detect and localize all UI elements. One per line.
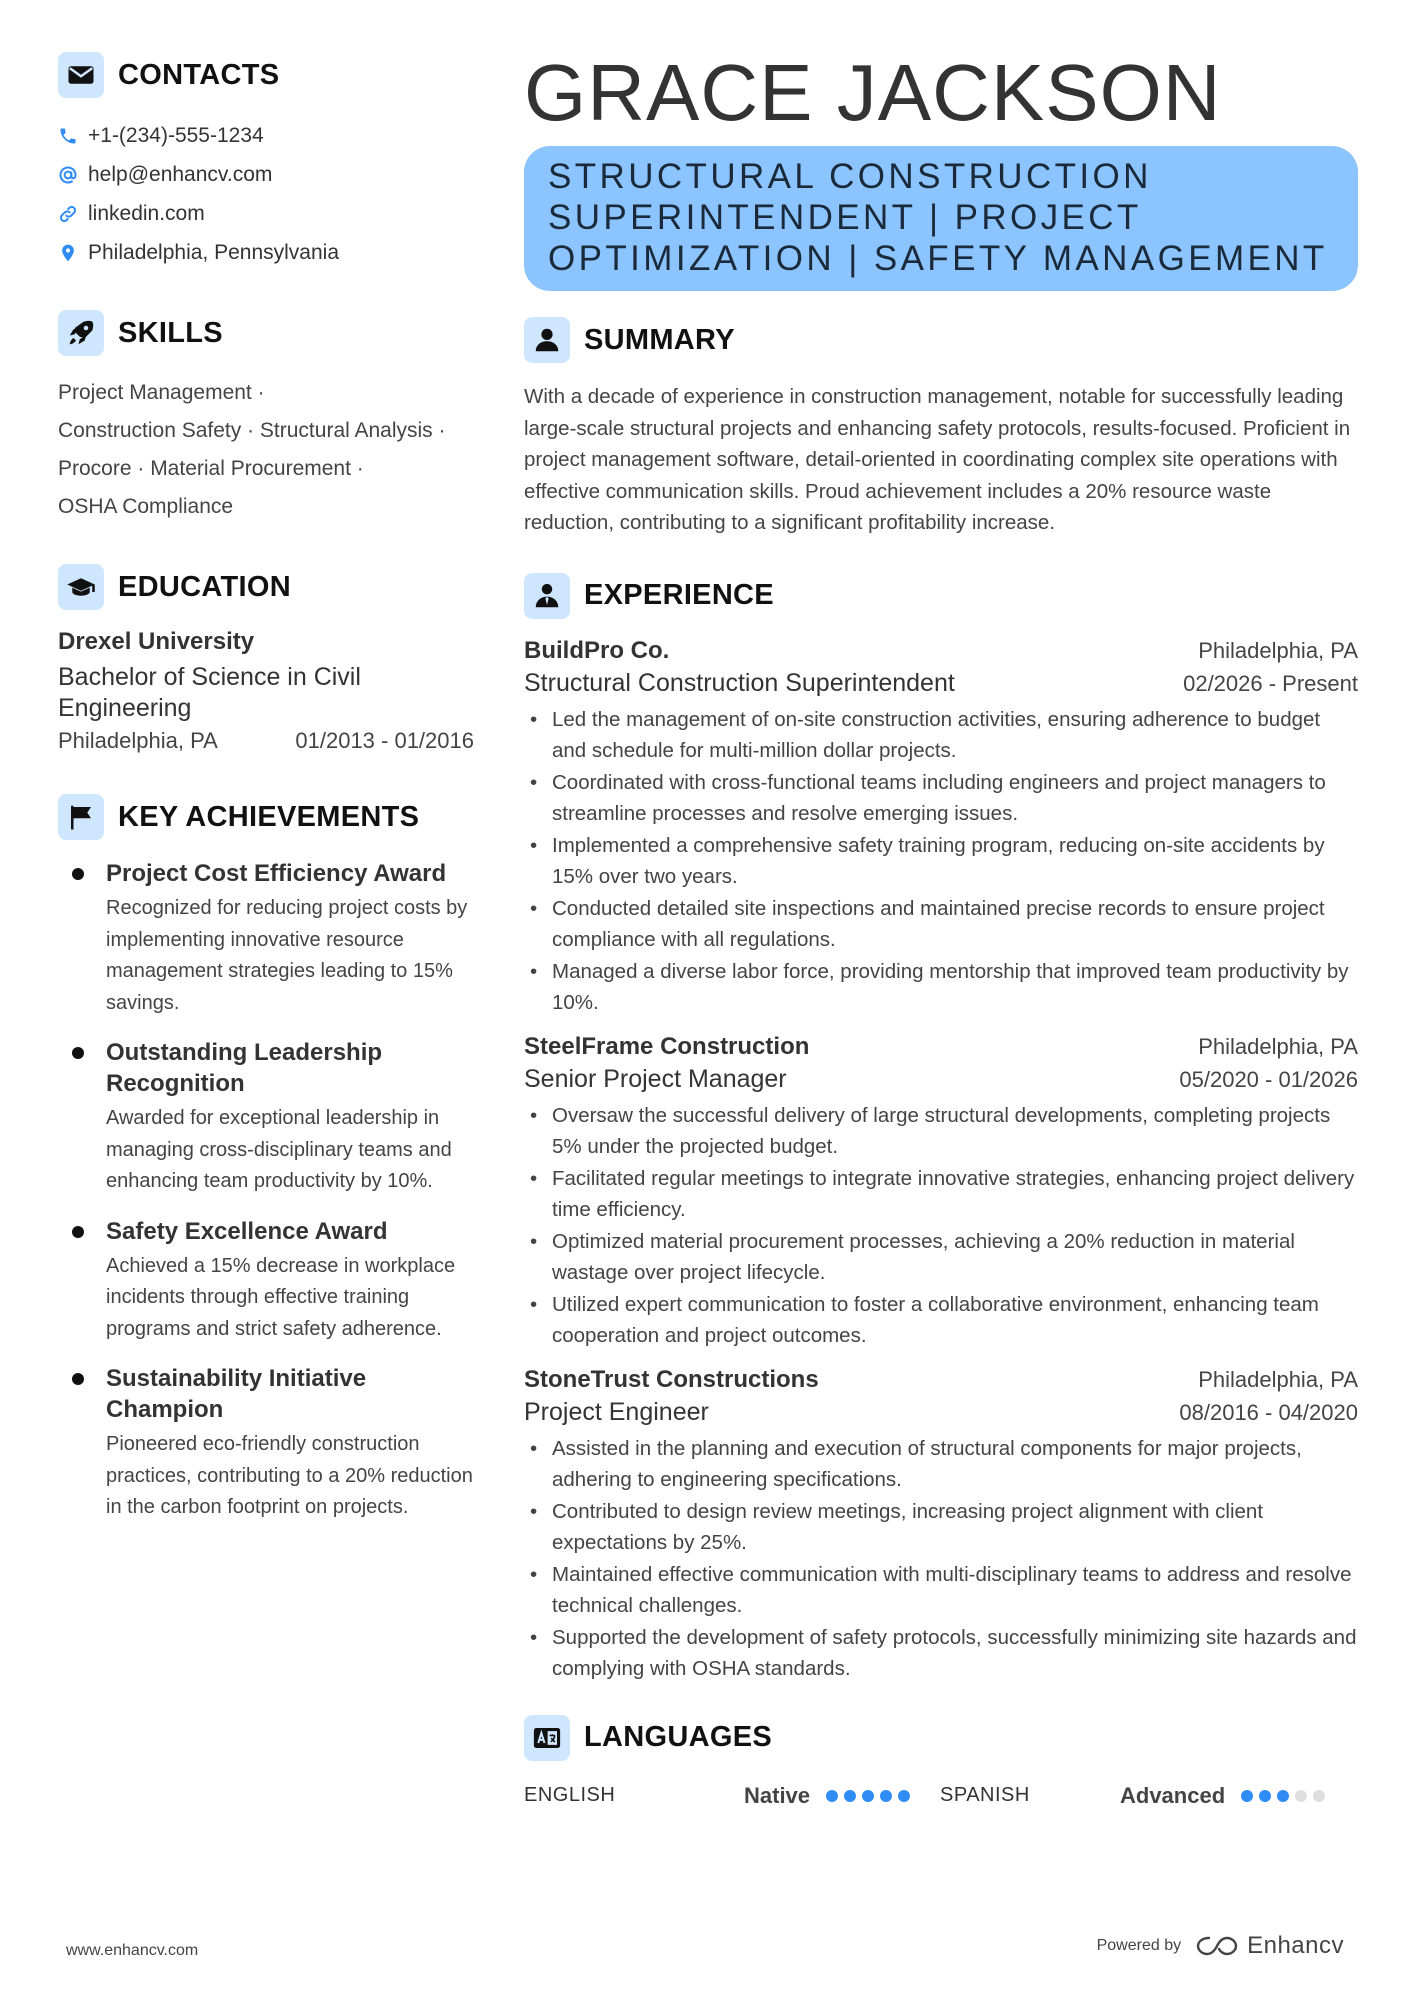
footer-website[interactable]: www.enhancv.com (66, 1942, 199, 1959)
experience-title: EXPERIENCE (584, 579, 774, 611)
job-bullet: • Facilitated regular meetings to integrate innovative strategies, enhancing project delivery time efficiency. (524, 1163, 1358, 1226)
job-bullet: • Optimized material procurement processes, achieving a 20% reduction in material wastage over project lifecycle. (524, 1226, 1358, 1289)
flag-icon (58, 794, 104, 840)
rating-dot-empty (1295, 1790, 1307, 1802)
graduation-cap-icon (58, 564, 104, 610)
contact-linkedin[interactable] (58, 194, 478, 233)
job-bullet: • Oversaw the successful delivery of large structural developments, completing projects 5% under the projected budget. (524, 1100, 1358, 1163)
education-school: Drexel University (58, 628, 255, 655)
job-entry (524, 637, 1358, 1019)
location-pin-icon (58, 243, 78, 263)
businessperson-icon (524, 573, 570, 619)
language-level: Advanced (1120, 1782, 1226, 1808)
rating-dot-filled (844, 1790, 856, 1802)
skills-title: SKILLS (118, 316, 223, 349)
achievement-title: Safety Excellence Award (106, 1217, 388, 1245)
job-location: Philadelphia, PA (1198, 637, 1358, 663)
contact-location (58, 233, 478, 272)
bullet-dot (72, 868, 84, 880)
candidate-name: GRACE JACKSON (524, 48, 1222, 137)
brand-name: Enhancv (1247, 1932, 1344, 1959)
summary-title: SUMMARY (584, 323, 735, 356)
education-dates: 01/2013 - 01/2016 (295, 728, 474, 753)
languages-header (524, 1715, 1358, 1761)
language-item (940, 1783, 1358, 1809)
email-text: help@enhancv.com (88, 162, 273, 186)
job-bullet: • Coordinated with cross-functional teams including engineers and project managers to streamline processes and resolve emerging issues. (524, 767, 1358, 830)
achievement-desc: Recognized for reducing project costs by implementing innovative resource management strategies leading to 15% savings. (106, 897, 468, 1014)
job-location: Philadelphia, PA (1198, 1033, 1358, 1059)
education-degree: Bachelor of Science in Civil Engineering (58, 663, 361, 722)
enhancv-logo-icon (1195, 1934, 1239, 1958)
job-dates: 05/2020 - 01/2026 (1179, 1066, 1358, 1092)
education-header (58, 564, 478, 610)
tagline-box (524, 146, 1358, 291)
achievement-item (58, 1363, 478, 1524)
brand-logo[interactable] (1195, 1932, 1344, 1960)
achievements-header (58, 794, 478, 840)
job-bullet: • Supported the development of safety protocols, successfully minimizing site hazards and complying with OSHA standards. (524, 1622, 1358, 1685)
skills-line: OSHA Compliance (58, 495, 234, 518)
rating-dot-filled (880, 1790, 892, 1802)
achievements-list (58, 858, 478, 1524)
job-bullet: • Led the management of on-site construction activities, ensuring adherence to budget and schedule for multi-million dollar projects. (524, 704, 1358, 767)
skills-line: Construction Safety · Structural Analysis · (58, 419, 446, 442)
job-bullet: • Implemented a comprehensive safety training program, reducing on-site accidents by 15% over two years. (524, 830, 1358, 893)
job-entry (524, 1033, 1358, 1352)
job-bullet: • Managed a diverse labor force, providing mentorship that improved team productivity by 10%. (524, 956, 1358, 1019)
bullet-dot (72, 1373, 84, 1385)
bullet-dot (72, 1226, 84, 1238)
job-location: Philadelphia, PA (1198, 1366, 1358, 1392)
achievement-title: Outstanding Leadership Recognition (106, 1039, 383, 1097)
job-role: Project Engineer (524, 1397, 709, 1426)
job-bullet: • Utilized expert communication to foster a collaborative environment, enhancing team cooperation and project outcomes. (524, 1289, 1358, 1352)
job-bullets (524, 1433, 1358, 1685)
achievement-desc: Awarded for exceptional leadership in managing cross-disciplinary teams and enhancing team productivity by 10%. (106, 1107, 452, 1192)
at-icon (58, 165, 78, 185)
languages-title: LANGUAGES (584, 1721, 772, 1753)
achievement-item (58, 858, 478, 1019)
contact-email[interactable] (58, 155, 478, 194)
right-column (524, 48, 1358, 1809)
job-company: BuildPro Co. (524, 636, 670, 664)
job-dates: 08/2016 - 04/2020 (1179, 1399, 1358, 1425)
job-bullet: • Maintained effective communication with multi-disciplinary teams to address and resolve technical challenges. (524, 1559, 1358, 1622)
rating-dot-empty (1313, 1790, 1325, 1802)
person-icon (524, 317, 570, 363)
skills-line: Project Management · (58, 381, 265, 404)
job-bullets (524, 704, 1358, 1019)
linkedin-text: linkedin.com (88, 201, 205, 225)
education-location: Philadelphia, PA (58, 728, 218, 753)
summary-text: With a decade of experience in construction management, notable for successfully leading large-scale structural projects and enhancing safety protocols, results-focused. Proficient in project management software, detail-oriented in coordinating complex site operations with effective communication skills. Proud achievement includes a 20% resource waste reduction, contributing to a significant profitability increase. (524, 385, 1351, 534)
job-role: Senior Project Manager (524, 1064, 787, 1093)
experience-header (524, 573, 1358, 619)
language-name: SPANISH (940, 1784, 1030, 1806)
achievement-title: Project Cost Efficiency Award (106, 860, 447, 887)
language-rating (1241, 1790, 1325, 1802)
bullet-dot (72, 1047, 84, 1059)
achievement-item (58, 1037, 478, 1198)
rating-dot-filled (1259, 1790, 1271, 1802)
education-meta (58, 728, 474, 754)
skills-list (58, 374, 478, 526)
powered-by-text: Powered by (1096, 1937, 1182, 1954)
job-dates: 02/2026 - Present (1183, 670, 1358, 696)
language-item (524, 1783, 940, 1809)
job-role: Structural Construction Superintendent (524, 668, 955, 697)
job-bullet: • Assisted in the planning and execution of structural components for major projects, adhering to engineering specifications. (524, 1433, 1358, 1496)
achievement-item (58, 1216, 478, 1346)
job-company: SteelFrame Construction (524, 1032, 810, 1060)
rating-dot-filled (826, 1790, 838, 1802)
job-bullet: • Contributed to design review meetings, increasing project alignment with client expectations by 25%. (524, 1496, 1358, 1559)
education-title: EDUCATION (118, 570, 291, 603)
contact-list (58, 116, 478, 272)
translate-icon (524, 1715, 570, 1761)
achievement-title: Sustainability Initiative Champion (106, 1365, 367, 1423)
skills-line: Procore · Material Procurement · (58, 457, 364, 480)
link-icon (58, 204, 78, 224)
job-company: StoneTrust Constructions (524, 1365, 819, 1393)
tagline: STRUCTURAL CONSTRUCTION SUPERINTENDENT | PROJECT OPTIMIZATION | SAFETY MANAGEMENT (548, 157, 1328, 278)
contacts-header (58, 52, 478, 98)
languages-row (524, 1783, 1358, 1809)
summary-header (524, 317, 1358, 363)
rocket-icon (58, 310, 104, 356)
skills-header (58, 310, 478, 356)
achievements-title: KEY ACHIEVEMENTS (118, 800, 420, 833)
language-name: ENGLISH (524, 1784, 616, 1806)
left-column (58, 52, 478, 1542)
rating-dot-filled (1241, 1790, 1253, 1802)
job-bullets (524, 1100, 1358, 1352)
envelope-icon (58, 52, 104, 98)
job-bullet: • Conducted detailed site inspections and maintained precise records to ensure project compliance with all regulations. (524, 893, 1358, 956)
rating-dot-filled (1277, 1790, 1289, 1802)
job-entry (524, 1366, 1358, 1685)
contact-phone[interactable] (58, 116, 478, 155)
rating-dot-filled (862, 1790, 874, 1802)
language-rating (826, 1790, 910, 1802)
rating-dot-filled (898, 1790, 910, 1802)
achievement-desc: Achieved a 15% decrease in workplace incidents through effective training programs and strict safety adherence. (106, 1254, 456, 1340)
phone-icon (58, 126, 78, 146)
contacts-title: CONTACTS (118, 58, 280, 91)
location-text: Philadelphia, Pennsylvania (88, 240, 340, 264)
footer-branding (1097, 1932, 1344, 1960)
phone-text: +1-(234)-555-1234 (88, 123, 264, 147)
language-level: Native (744, 1782, 811, 1808)
achievement-desc: Pioneered eco-friendly construction practices, contributing to a 20% reduction in the carbon footprint on projects. (106, 1433, 473, 1518)
